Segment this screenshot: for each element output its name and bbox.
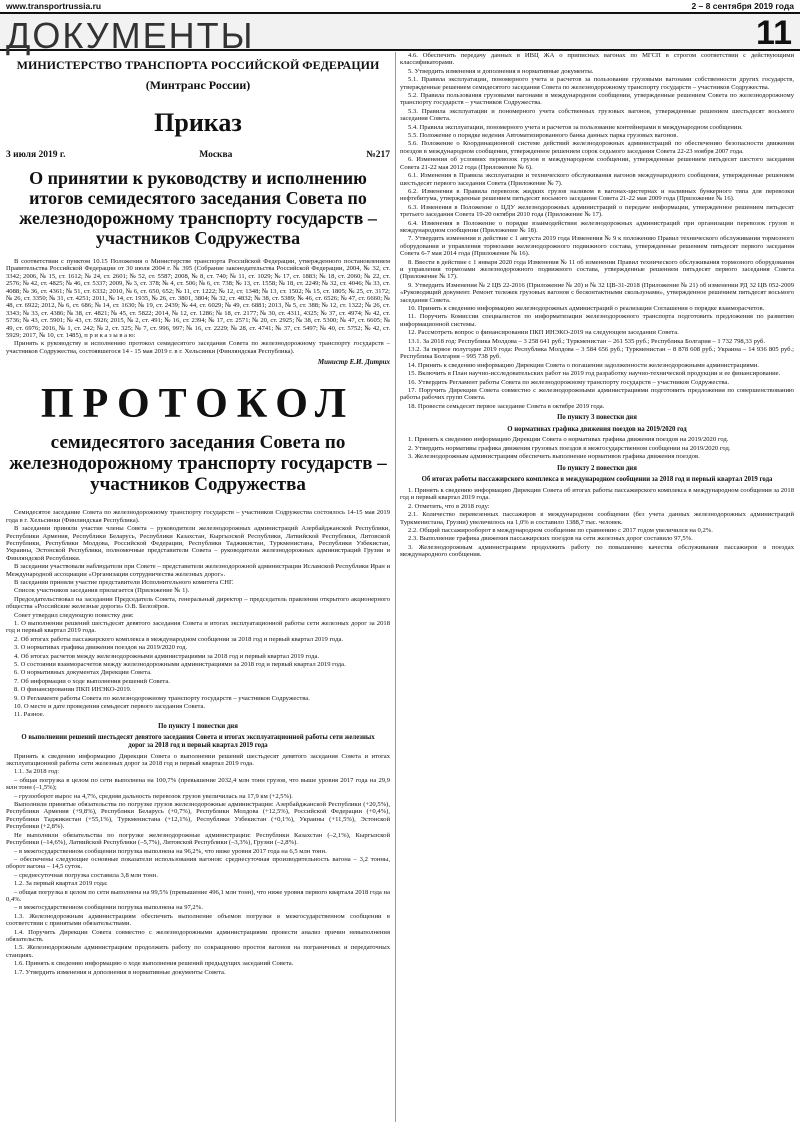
section3-paragraph: 2. Утвердить нормативы графика движения грузовых поездов в межгосударственном сообщении на 2019/2020 год. [408, 444, 731, 452]
section1-paragraph: 1.7. Утвердить изменения и дополнения в нормативные документы Совета. [14, 968, 226, 976]
order-body [6, 258, 390, 355]
section1-paragraph: – среднесуточная погрузка составила 3,8 млн тонн. [14, 871, 158, 879]
agenda-item: 8. О финансировании ПКП ИНЭКО-2019. [14, 686, 132, 694]
section3-paragraph: 1. Принять к сведению информацию Дирекции Совета о нормативах графика движения поездов на 2019/2020 год. [408, 436, 729, 444]
section2-subtitle: Об итогах работы пассажирского комплекса в международном сообщении за 2018 год и первый квартал 2019 года [421, 476, 773, 484]
protocol-intro [6, 509, 390, 719]
section1-paragraph: Не выполнили обязательства по погрузке железнодорожные администрации: Республики Казахстан (–2,1%), Кыргызской Республики (–14,6%), Латвийской Республики (–5,7%), Литовской Республики (–3,3%), Грузии (–2,8%). [6, 831, 390, 847]
right-paragraph: 9. Утвердить Изменения № 2 ЦВ 22-2016 (Приложение № 20) и № 32 ЦВ-31-2018 (Приложение № 21) об изменении РД 32 ЦВ 052-2009 «Руководящий документ. Ремонт тележек грузовых вагонов с бесконтактными скользунами», утвержденное решением пятьдесят восьмого заседания Совета. [400, 281, 794, 304]
order-headline: О принятии к руководству и исполнению итогов семидесятого заседания Совета по железнодорожному транспорту государств – участников Содружества [19, 168, 377, 248]
section1-paragraph: 1.5. Железнодорожным администрациям продолжить работу по сокращению простоя вагонов на пограничных и передаточных станциях. [6, 944, 390, 959]
order-paragraph: Принять к руководству и исполнению протокол семидесятого заседания Совета по железнодорожному транспорту государств – участников Содружества, состоявшегося 14 - 15 мая 2019 г. в г. Хельсинки (Финляндская Республика). [6, 340, 390, 355]
right-paragraph: 5.3. Правила эксплуатации и пономерного учета собственных грузовых вагонов, утвержденные решением шестьдесят восьмого заседания Совета. [400, 107, 794, 123]
right-column [400, 52, 794, 1122]
issue-date: 2 – 8 сентября 2019 года [691, 1, 794, 11]
right-paragraph: 10. Принять к сведению информацию железнодорожных администраций о реализации Соглашения о порядке взаиморасчетов. [408, 305, 765, 312]
section1-paragraph: 1.1. За 2018 год: [14, 768, 60, 776]
agenda-item: 5. О состоянии взаиморасчетов между железнодорожными администрациями за 2018 год и первый квартал 2019 года. [14, 661, 346, 668]
agenda-item: 4. Об итогах расчетов между железнодорожными администрациями за 2018 год и первый квартал 2019 года. [14, 652, 320, 660]
right-paragraph: 5.4. Правила эксплуатации, пономерного учета и расчетов за пользование контейнерами в международном сообщении. [408, 123, 743, 131]
section1-paragraph: 1.2. За первый квартал 2019 года: [14, 880, 108, 888]
protocol-title: ПРОТОКОЛ [40, 381, 356, 428]
right-paragraph: 6. Изменения об условиях перевозок грузов в международном сообщении, утвержденные решением пятьдесят шестого заседания Совета 21-22 мая 2012 года (Приложение № 6). [400, 156, 794, 171]
right-paragraph: 14. Принять к сведению информацию Дирекции Совета о погашении задолженности железнодорожными администрациями. [408, 361, 760, 369]
order-meta [6, 150, 390, 160]
section2-paragraph: 3. Железнодорожным администрациям продолжить работу по повышению качества обслуживания пассажиров в поездах международного сообщения. [400, 543, 794, 559]
section-title: ДОКУМЕНТЫ [6, 15, 255, 56]
right-paragraph: 5.2. Правила пользования грузовыми вагонами в международном сообщении, утвержденные решением Совета по железнодорожному транспорту государств – участников Содружества. [400, 92, 794, 107]
agenda-item: 6. О нормативных документах Дирекции Совета. [14, 669, 152, 677]
section1-paragraph: – в межгосударственном сообщении погрузка выполнена на 96,2%, что ниже уровня 2017 года на 6,5 млн тонн. [14, 847, 327, 855]
section1-paragraph: Принять к сведению информацию Дирекции Совета о выполнении решений шестьдесят девятого заседания Совета и итогах эксплуатационной работы сети железных дорог за 2018 год и первый квартал 2019 года. [6, 752, 390, 768]
protocol-subtitle: семидесятого заседания Совета по железнодорожному транспорту государств – участников Содружества [9, 432, 387, 496]
right-paragraph: 7. Утвердить изменения в действие с 1 августа 2019 года Изменения № 9 к положению Правил технического обслуживания тормозного оборудования и управления тормозами железнодорожного подвижного состава, утвержденные решением пятьдесят первого заседания Совета 6-7 мая 2014 года (Приложение № 16). [400, 235, 794, 258]
section3-paragraph: 3. Железнодорожным администрациям обеспечить выполнение нормативов графика движения поездов. [408, 453, 700, 461]
minister-signature: Министр Е.И. Дитрих [317, 358, 390, 367]
section3-subtitle: О нормативах графика движения поездов на 2019/2020 год [507, 425, 687, 433]
agenda-item: 1. О выполнении решений шестьдесят девятого заседания Совета и итогах эксплуатационной работы сети железных дорог за 2018 год и первый квартал 2019 года. [6, 619, 390, 635]
agenda-item: 3. О нормативах графика движения поездов на 2019/2020 год. [14, 644, 188, 652]
agenda-item: 2. Об итогах работы пассажирского комплекса в международном сообщении за 2018 год и первый квартал 2019 года. [14, 635, 344, 643]
ministry-name: МИНИСТЕРСТВО ТРАНСПОРТА РОССИЙСКОЙ ФЕДЕРАЦИИ [16, 58, 380, 72]
order-title: Приказ [154, 108, 242, 137]
agenda-item: 10. О месте и дате проведения семьдесят первого заседания Совета. [14, 703, 206, 711]
section2-paragraph: 1. Принять к сведению информацию Дирекции Совета об итогах работы пассажирского комплекса в международном сообщении за 2018 год и первый квартал 2019 года. [400, 486, 794, 502]
right-body [400, 52, 794, 410]
right-paragraph: 5.5. Положение о порядке ведения Автоматизированного банка данных парка грузовых вагонов. [408, 132, 679, 140]
right-paragraph: 13.1. За 2018 год: Республика Молдова – 3 258 641 руб.; Туркменистан – 261 535 руб.; Республика Болгария – 1 732 798,33 руб. [408, 337, 766, 345]
right-paragraph: 8. Ввести в действие с 1 января 2020 года Изменения № 11 об изменении Правил технического обслуживания тормозного оборудования и управления тормозами железнодорожного подвижного состава, утвержденные решением пятьдесят первого заседания Совета (Приложение № 17). [400, 258, 794, 281]
section1-subtitle: О выполнении решений шестьдесят девятого заседания Совета и итогах эксплуатационной работы сети железных дорог за 2018 год и первый квартал 2019 года [21, 734, 375, 750]
order-date: 3 июля 2019 г. [6, 150, 66, 160]
section1-paragraph: 1.6. Принять к сведению информацию о ходе выполнения решений предыдущих заседаний Совета. [14, 960, 294, 968]
section2-paragraph: 2.3. Выполнение графика движения пассажирских поездов на сети железных дорог составило 97,5%. [408, 535, 693, 543]
section1-paragraph: – обеспечены следующие основные показатели использования вагонов: среднесуточная производительность вагона – 3,2 тонны, оборот вагона – 14,5 суток. [6, 855, 390, 871]
right-paragraph: 5.6. Положение о Координационной системе действий железнодорожных администраций по обеспечению безопасности движения поездов в международном сообщении, утвержденное решением сорок седьмого заседания Совета 22-23 ноября 2007 года. [400, 140, 794, 155]
section2-paragraph: 2. Отметить, что в 2018 году: [408, 502, 490, 510]
right-paragraph: 13.2. За первое полугодие 2019 года: Республика Молдова – 3 584 656 руб.; Туркменистан – 8 878 608 руб.; Украина – 14 936 805 руб.; Республика Болгария – 995 738 руб. [400, 346, 794, 361]
right-paragraph: 6.4. Изменения в Положение о порядке взаимодействия железнодорожных администраций при организации перевозок грузов в международном сообщении (Приложение № 18). [400, 219, 794, 234]
right-paragraph: 16. Утвердить Регламент работы Совета по железнодорожному транспорту государств – участников Содружества. [408, 378, 729, 386]
section1-body [6, 753, 390, 976]
intro-paragraph: В заседании приняли участие представители Исполнительного комитета СНГ. [14, 578, 234, 586]
section1-paragraph: Выполнили принятые обязательства по погрузке грузов железнодорожные администрации: Азербайджанской Республики (+20,5%), Республики Армения (+9,8%), Республики Беларусь (+0,7%), Республики Молдова (+12,5%), Российской Федерации (+0,4%), Республики Таджикистан (+55,1%), Туркменистана (+12,1%), Республики Узбекистан (+0,1%), Украины (+11,5%), Эстонской Республики (+2,8%). [6, 801, 390, 831]
intro-paragraph: Семидесятое заседание Совета по железнодорожному транспорту государств – участников Содружества состоялось 14-15 мая 2019 года в г. Хельсинки (Финляндская Республика). [6, 509, 390, 524]
intro-paragraph: Список участников заседания прилагается (Приложение № 1). [14, 587, 190, 595]
right-paragraph: 6.3. Изменения в Положение о ЦДУ железнодорожных администраций о передаче информации, утвержденное решением пятьдесят третьего заседания Совета 19-20 октября 2010 года (Приложение № 17). [400, 203, 794, 219]
intro-paragraph: В заседании участвовали наблюдатели при Совете – представители железнодорожной администрации Исламской Республики Иран и Международной ассоциации «Организация сотрудничества железных дорог». [6, 563, 390, 578]
agenda-item: 9. О Регламенте работы Совета по железнодорожному транспорту государств – участников Содружества. [14, 694, 310, 702]
section3-body [400, 436, 794, 460]
section2-paragraph: 2.2. Общий пассажирооборот в международном сообщении по сравнению с 2017 годом увеличился на 0,2%. [408, 526, 713, 534]
right-paragraph: 18. Провести семьдесят первое заседание Совета в октябре 2019 года. [408, 402, 605, 410]
ministry-short: (Минтранс России) [145, 78, 251, 92]
right-paragraph: 4.6. Обеспечить передачу данных в ИВЦ ЖА о приписных вагонах по МГСП в строгом соответствии с действующими классификаторами. [400, 52, 794, 67]
right-paragraph: 11. Поручить Комиссии специалистов по информатизации железнодорожного транспорта подготовить предложения по развитию информационной системы. [400, 313, 794, 328]
intro-paragraph: В заседании приняли участие члены Совета – руководители железнодорожных администраций Азербайджанской Республики, Республики Армения, Республики Беларусь, Республики Казахстан, Кыргызской Республики, Латвийской Республики, Литовской Республики, Республики Молдова, Российской Федерации, Республики Таджикистан, Туркменистана, Республики Узбекистан, Украины, Эстонской Республики, полномочные представители Совета – руководители железнодорожных администраций Грузии и Финляндской Республики. [6, 525, 390, 562]
section2-paragraph: 2.1. Количество перевезенных пассажиров в международном сообщении (без учета данных железнодорожных администраций Туркменистана, Грузии) увеличилось на 1,0% и составило 1388,7 тыс. человек. [400, 511, 794, 526]
left-column [6, 52, 390, 1122]
right-paragraph: 6.1. Изменения в Правила эксплуатации и технического обслуживания вагонов международного сообщения, утвержденные решением шестьдесят первого заседания Совета (Приложение № 7). [400, 172, 794, 187]
section2-title: По пункту 2 повестки дня [557, 464, 637, 472]
intro-paragraph: Председательствовал на заседании Председатель Совета, генеральный директор – председатель правления открытого акционерного общества «Российские железные дороги» О.В. Белозёров. [6, 595, 390, 611]
right-paragraph: 15. Включить в План научно-исследовательских работ на 2019 год разработку научно-технической продукции и ее финансирование. [408, 370, 781, 378]
page-number: 11 [756, 14, 792, 52]
section1-paragraph: – общая погрузка в целом по сети выполнена на 99,5% (превышение 496,1 млн тонн), что ниже уровня первого квартала 2018 года на 0,4%. [6, 888, 390, 903]
order-city: Москва [199, 150, 233, 160]
right-paragraph: 17. Поручить Дирекции Совета совместно с железнодорожными администрациями подготовить предложения по совершенствованию работы рабочих групп Совета. [400, 387, 794, 402]
order-paragraph: В соответствии с пунктом 10.15 Положения о Министерстве транспорта Российской Федерации, утвержденного постановлением Правительства Российской Федерации от 30 июля 2004 г. № 395 (Собрание законодательства Российской Федерации, 2004, № 32, ст. 3342; 2006, № 15, ст. 1612; № 24, ст. 2601; № 52, ст. 5587; 2008, № 8, ст. 740; № 11, ст. 1029; № 17, ст. 1883; № 18, ст. 2060; № 22, ст. 2576; № 42, ст. 4825; № 46, ст. 5337; 2009, № 3, ст. 378; № 4, ст. 506; № 6, ст. 738; № 13, ст. 1558; № 18, ст. 2249; № 32, ст. 4046; № 33, ст. 4088; № 36, ст. 4361; № 51, ст. 6332; 2010, № 6, ст. 650, 652; № 11, ст. 1222; № 12, ст. 1348; № 13, ст. 1502; № 15, ст. 1805; № 25, ст. 3172; № 26, ст. 3350; № 31, ст. 4251; 2011, № 14, ст. 1935, № 26, ст. 3801, 3804; № 32, ст. 4832; № 38, ст. 5389; № 46, ст. 6526; № 47, ст. 6660; № 48, ст. 6922; 2012, № 6, ст. 686; № 14, ст. 1630; № 19, ст. 2439; № 44, ст. 6029; № 49, ст. 6881; 2013, № 5, ст. 388; № 12, ст. 1322; № 26, ст. 3343; № 33, ст. 4386; № 38, ст. 4821; № 45, ст. 5822; 2014, № 12, ст. 1286; № 18, ст. 2177; № 30, ст. 4311, 4325; № 37, ст. 4974; № 42, ст. 5736; № 43, ст. 5901; № 43, ст. 5926; 2015, № 2, ст. 491; № 16, ст. 2394; № 17, ст. 2571; № 20, ст. 2925; № 38, ст. 5300; № 47, ст. 6605; № 49, ст. 6976; 2016, № 1, ст. 242; № 2, ст. 325; № 7, ст. 996, 997; № 16, ст. 2229; № 28, ст. 4741; № 37, ст. 5497; № 40, ст. 5752; № 42, ст. 5929; 2017, № 10, ст. 1485), п р и к а з ы в а ю: [6, 258, 390, 340]
right-paragraph: 12. Рассмотреть вопрос о финансировании ПКП ИНЭКО-2019 на следующем заседании Совета. [408, 329, 679, 337]
right-paragraph: 5.1. Правила эксплуатации, пономерного учета и расчетов за пользование грузовыми вагонами собственности других государств, утвержденные решением семидесятого заседания Совета по железнодорожному транспорту государств – участников Содружества. [400, 76, 794, 91]
section2-body [400, 487, 794, 559]
section1-paragraph: – в межгосударственном сообщении погрузка выполнена на 97,2%. [14, 904, 203, 912]
section1-title: По пункту 1 повестки дня [158, 722, 238, 730]
right-paragraph: 5. Утвердить изменения и дополнения в нормативные документы. [408, 67, 594, 75]
section1-paragraph: – грузооборот вырос на 4,7%, средняя дальность перевозок грузов увеличилась на 17,9 км (+2,5%). [14, 792, 293, 800]
site-url[interactable]: www.transportrussia.ru [6, 1, 102, 11]
section3-title: По пункту 3 повестки дня [557, 414, 637, 422]
agenda-item: 7. Об информации о ходе выполнения решений Совета. [14, 677, 170, 685]
agenda-title: Совет утвердил следующую повестку дня: [14, 611, 134, 619]
section1-paragraph: 1.3. Железнодорожным администрациям обеспечить выполнение объемов погрузки в межгосударственном сообщении в соответствии с принятыми обязательствами. [6, 912, 390, 928]
column-divider [395, 52, 396, 1122]
order-number: №217 [366, 150, 390, 160]
section1-paragraph: – общая погрузка в целом по сети выполнена на 100,7% (превышение 2032,4 млн тонн грузов, что выше уровня 2017 года на 29,9 млн тонн (–1,5%); [6, 776, 390, 792]
agenda-item: 11. Разное. [14, 711, 45, 719]
section1-paragraph: 1.4. Поручить Дирекции Совета совместно с железнодорожными администрациями провести анализ причин невыполнения обязательств. [6, 928, 390, 943]
right-paragraph: 6.2. Изменения в Правила перевозок жидких грузов наливом в вагонах-цистернах и наливных бункерного типа для перевозки нефтебитума, утвержденные решением пятьдесят восьмого заседания Совета 21-22 мая 2009 года (Приложение № 16). [400, 187, 794, 203]
